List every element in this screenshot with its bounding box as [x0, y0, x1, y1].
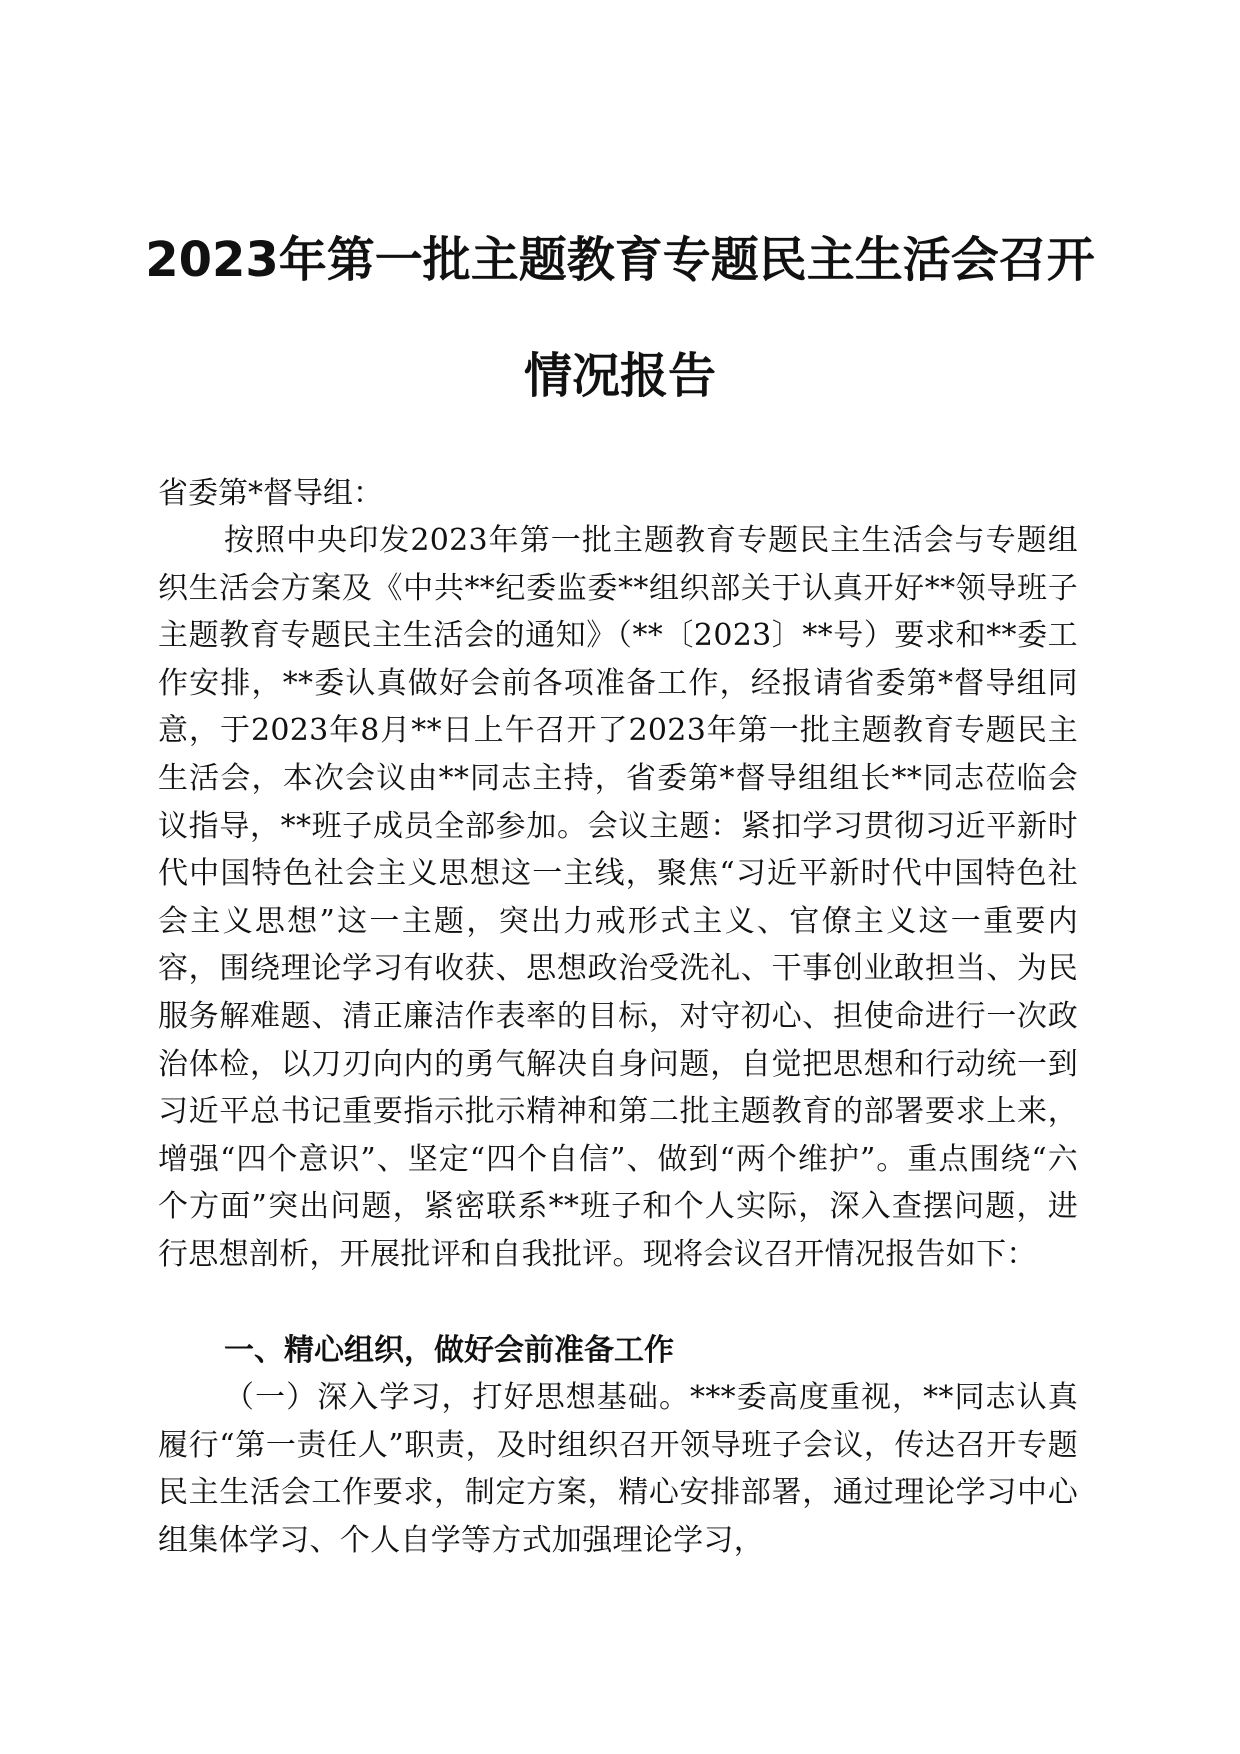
body-paragraph-1: 按照中央印发2023年第一批主题教育专题民主生活会与专题组织生活会方案及《中共**纪委监委**组织部关于认真开好**领导班子主题教育专题民主生活会的通知》（**〔2023〕**号）要求和**委工作安排，**委认真做好会前各项准备工作，经报请省委第*督导组同意，于2023年8月**日上午召开了2023年第一批主题教育专题民主生活会，本次会议由**同志主持，省委第*督导组组长**同志莅临会议指导，**班子成员全部参加。会议主题：紧扣学习贯彻习近平新时代中国特色社会主义思想这一主线，聚焦“习近平新时代中国特色社会主义思想”这一主题，突出力戒形式主义、官僚主义这一重要内容，围绕理论学习有收获、思想政治受洗礼、干事创业敢担当、为民服务解难题、清正廉洁作表率的目标，对守初心、担使命进行一次政治体检，以刀刃向内的勇气解决自身问题，自觉把思想和行动统一到习近平总书记重要指示批示精神和第二批主题教育的部署要求上来，增强“四个意识”、坚定“四个自信”、做到“两个维护”。重点围绕“六个方面”突出问题，紧密联系**班子和个人实际，深入查摆问题，进行思想剖析，开展批评和自我批评。现将会议召开情况报告如下： — [158, 523, 1078, 1272]
document-title-line-1: 2023年第一批主题教育专题民主生活会召开 — [145, 232, 1095, 288]
section-heading-1: 一、精心组织，做好会前准备工作 — [224, 1333, 674, 1368]
document-title-line-2: 情况报告 — [523, 348, 716, 404]
salutation: 省委第*督导组： — [158, 476, 383, 511]
body-paragraph-2: （一）深入学习，打好思想基础。***委高度重视，**同志认真履行“第一责任人”职责，及时组织召开领导班子会议，传达召开专题民主生活会工作要求，制定方案，精心安排部署，通过理论学习中心组集体学习、个人自学等方式加强理论学习， — [158, 1380, 1078, 1558]
